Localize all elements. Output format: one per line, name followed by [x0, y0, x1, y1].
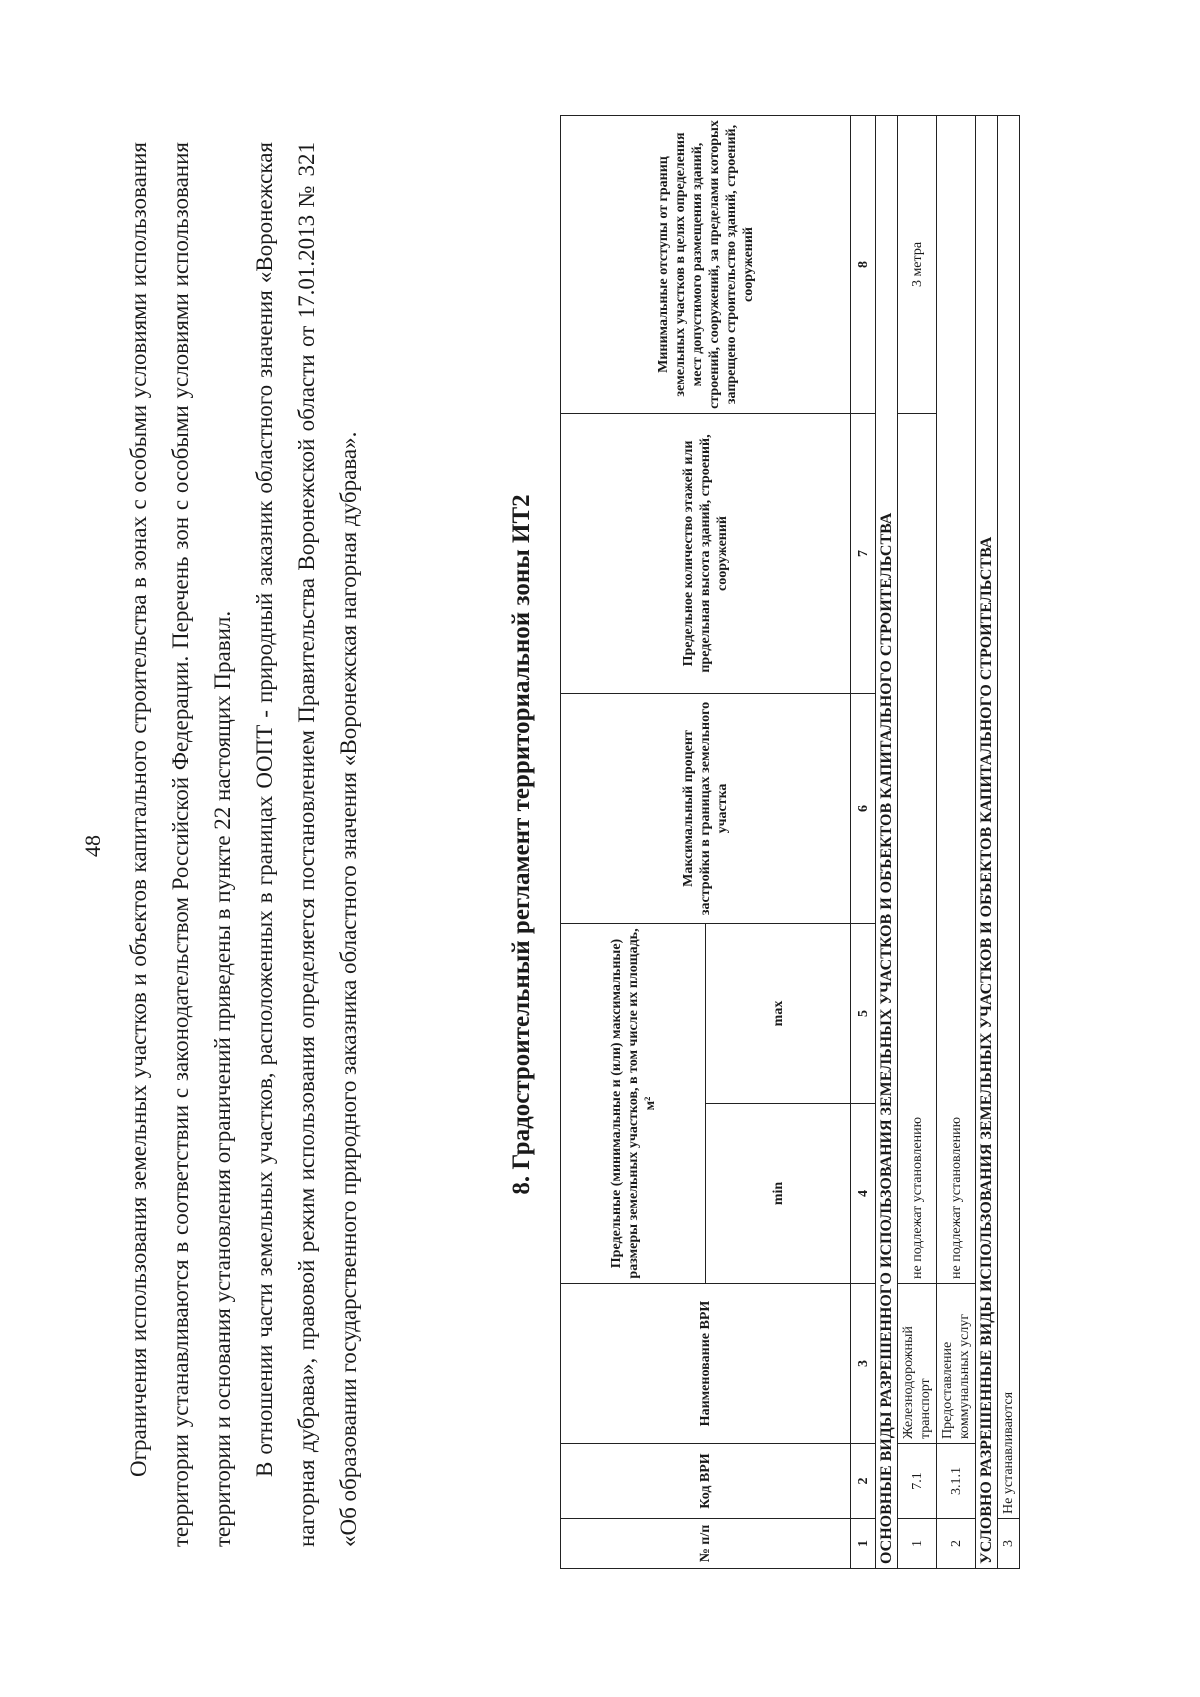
- header-number: № п/п: [561, 1519, 851, 1569]
- group-title-main: ОСНОВНЫЕ ВИДЫ РАЗРЕШЕННОГО ИСПОЛЬЗОВАНИЯ ЗЕМЕЛЬНЫХ УЧАСТКОВ И ОБЪЕКТОВ КАПИТАЛЬНОГО СТРОИТЕЛЬСТВА: [876, 116, 898, 1569]
- header-name: Наименование ВРИ: [561, 1284, 851, 1444]
- table-row: [998, 116, 1020, 1569]
- row-number: 2: [937, 1519, 976, 1569]
- row-number: 1: [898, 1519, 937, 1569]
- column-number: 2: [851, 1444, 876, 1519]
- section-title: 8. Градостроительный регламент территориальной зоны ИТ2: [508, 494, 535, 1195]
- column-number: 6: [851, 694, 876, 924]
- row-text: Не устанавливаются: [998, 116, 1020, 1519]
- column-number: 7: [851, 414, 876, 694]
- header-max-floors: Предельное количество этажей или предельная высота зданий, строений, сооружений: [561, 414, 851, 694]
- table-row: [937, 116, 976, 1569]
- paragraph-restrictions: Ограничения использования земельных участков и объектов капитального строительства в зонах с особыми условиями использования территории устанавливаются в соответствии с законодательством Российской Федерации. Перечень зон с особыми условиями использования территории и основания установления ограничений приведены в пункте 22 настоящих Правил.: [126, 142, 235, 1547]
- row-name: Железнодорожный транспорт: [898, 1284, 937, 1444]
- header-size-group: Предельные (минимальные и (или) максимальные) размеры земельных участков, в том числе их площадь, м²: [561, 924, 706, 1284]
- row-size-value: не подлежат установлению: [937, 116, 976, 1284]
- header-max-percent: Максимальный процент застройки в границах земельного участка: [561, 694, 851, 924]
- row-number: 3: [998, 1519, 1020, 1569]
- row-name: Предоставление коммунальных услуг: [937, 1284, 976, 1444]
- paragraph-oopt: В отношении части земельных участков, расположенных в границах ООПТ - природный заказник областного значения «Воронежская нагорная дубрава», правовой режим использования определяется постановлением Правительства Воронежской области от 17.01.2013 № 321 «Об образовании государственного природного заказника областного значения «Воронежская нагорная дубрава».: [252, 142, 361, 1547]
- column-number-row: [851, 116, 876, 1569]
- column-number: 4: [851, 1104, 876, 1284]
- column-number: 3: [851, 1284, 876, 1444]
- row-code: 3.1.1: [937, 1444, 976, 1519]
- group-title-conditional: УСЛОВНО РАЗРЕШЕННЫЕ ВИДЫ ИСПОЛЬЗОВАНИЯ ЗЕМЕЛЬНЫХ УЧАСТКОВ И ОБЪЕКТОВ КАПИТАЛЬНОГО СТРОИТЕЛЬСТВА: [976, 116, 998, 1569]
- table-row: [898, 116, 937, 1569]
- page-number: 48: [80, 835, 105, 857]
- group-row-conditional: [976, 116, 998, 1569]
- header-min: min: [706, 1104, 851, 1284]
- row-code: 7.1: [898, 1444, 937, 1519]
- group-row-main: [876, 116, 898, 1569]
- column-number: 5: [851, 924, 876, 1104]
- column-number: 8: [851, 116, 876, 414]
- table-header-row: [561, 116, 706, 1569]
- header-min-indent: Минимальные отступы от границ земельных участков в целях определения мест допустимого размещения зданий, строений, сооружений, за пределами которых запрещено строительство зданий, строений, сооружений: [561, 116, 851, 414]
- row-indent-value: 3 метра: [898, 116, 937, 414]
- header-max: max: [706, 924, 851, 1104]
- column-number: 1: [851, 1519, 876, 1569]
- row-size-value: не подлежат установлению: [898, 414, 937, 1284]
- intro-text: [118, 142, 370, 1547]
- regulation-table: [560, 115, 1020, 1569]
- header-code: Код ВРИ: [561, 1444, 851, 1519]
